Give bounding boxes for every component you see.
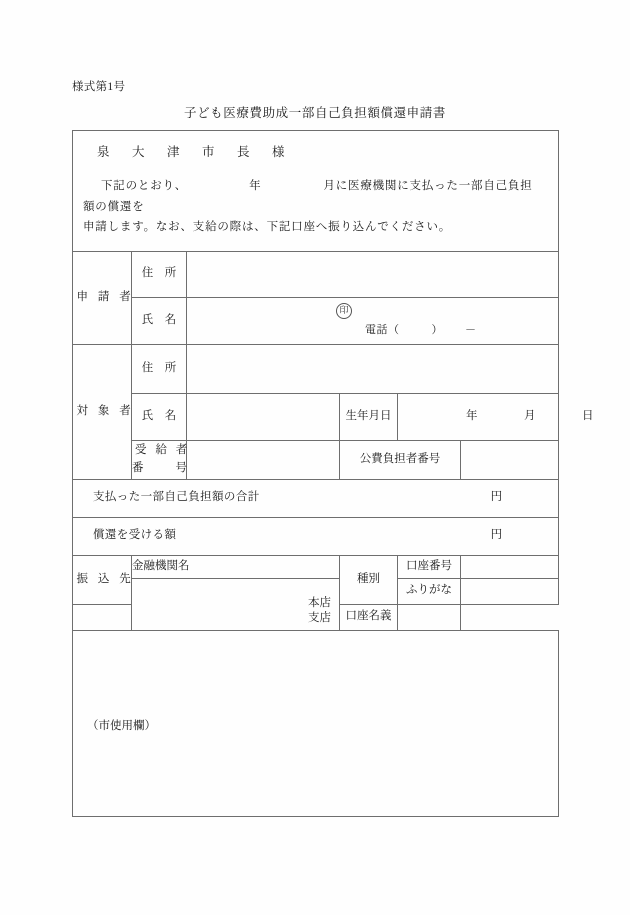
city-use-row <box>73 630 559 816</box>
telephone-field[interactable] <box>365 322 477 339</box>
applicant-section-label: 申 請 者 <box>73 251 132 344</box>
subject-address-row <box>73 344 559 393</box>
branch-sub-label: 支店 <box>308 612 331 625</box>
salutation-text: 泉 大 津 市 長 様 <box>97 145 290 159</box>
applicant-name-cell[interactable] <box>187 297 559 344</box>
intro-line2: 申請します。なお、支給の際は、下記口座へ振り込んでください。 <box>83 220 452 233</box>
public-payer-number-label: 公費負担者番号 <box>340 440 461 479</box>
recipient-number-label-line1: 受 給 者 <box>135 443 191 456</box>
paid-total-unit: 円 <box>490 491 503 504</box>
recipient-number-label <box>132 440 191 479</box>
recipient-number-label-line2: 番 号 <box>132 461 190 474</box>
public-payer-number-input[interactable] <box>461 440 559 479</box>
bank-institution-input[interactable] <box>132 578 340 630</box>
refund-amount-unit: 円 <box>490 529 503 542</box>
subject-name-input[interactable] <box>187 393 340 440</box>
bank-institution-inner <box>132 579 339 629</box>
account-number-input[interactable] <box>461 555 559 578</box>
birth-day-label: 日 <box>582 409 594 422</box>
refund-amount-inner <box>73 518 558 555</box>
bank-section-label: 振 込 先 <box>73 555 132 604</box>
intro-year-label: 年 <box>249 180 262 193</box>
applicant-address-label: 住 所 <box>132 251 187 297</box>
furigana-label: ふりがな <box>398 578 461 604</box>
subject-name-label: 氏 名 <box>132 393 187 440</box>
account-name-input[interactable] <box>398 604 461 630</box>
account-number-label: 口座番号 <box>398 555 461 578</box>
birth-date-label: 生年月日 <box>340 393 398 440</box>
header-row <box>73 131 559 252</box>
paid-total-label: 支払った一部自己負担額の合計 <box>93 491 260 504</box>
birth-date-inner <box>398 408 594 426</box>
header-cell <box>73 131 559 252</box>
subject-name-row <box>73 393 559 440</box>
seal-icon: 印 <box>336 303 352 319</box>
subject-section-label: 対 象 者 <box>73 344 132 479</box>
city-use-label: （市使用欄） <box>87 720 156 733</box>
applicant-address-input[interactable] <box>187 251 559 297</box>
account-name-label: 口座名義 <box>340 604 398 630</box>
refund-amount-cell[interactable] <box>73 517 559 555</box>
intro-paragraph <box>73 162 558 250</box>
refund-amount-label: 償還を受ける額 <box>93 529 177 542</box>
form-number: 様式第1号 <box>72 81 126 93</box>
recipient-number-input[interactable] <box>187 440 340 479</box>
paid-total-row <box>73 479 559 517</box>
furigana-input[interactable] <box>461 578 559 604</box>
telephone-paren-close: ） <box>431 323 443 336</box>
paid-total-cell[interactable] <box>73 479 559 517</box>
birth-month-label: 月 <box>524 409 536 422</box>
applicant-address-row <box>73 251 559 297</box>
birth-date-field[interactable] <box>398 393 594 440</box>
city-use-cell[interactable] <box>73 630 559 816</box>
application-form-table <box>72 130 594 817</box>
paid-total-inner <box>73 480 558 517</box>
branch-main-label: 本店 <box>308 597 331 610</box>
page-title: 子ども医療費助成一部自己負担額償還申請書 <box>183 106 446 120</box>
subject-address-label: 住 所 <box>132 344 187 393</box>
telephone-dash: － <box>465 323 477 336</box>
applicant-name-row <box>73 297 559 344</box>
applicant-name-label: 氏 名 <box>132 297 187 344</box>
branch-type-label <box>308 596 331 626</box>
subject-recipient-row <box>73 440 559 479</box>
applicant-name-inner <box>187 298 558 344</box>
subject-address-input[interactable] <box>187 344 559 393</box>
bank-institution-row <box>73 555 559 578</box>
refund-amount-row <box>73 517 559 555</box>
intro-text-b: 月に医療機関に支払った一部自己負担額の償還を <box>83 180 533 213</box>
bank-institution-label: 金融機関名 <box>132 555 340 578</box>
account-type-label: 種別 <box>340 555 398 604</box>
telephone-label: 電話（ <box>365 323 400 336</box>
bank-branch-furigana-row <box>73 578 559 604</box>
intro-text-a: 下記のとおり、 <box>101 180 188 193</box>
birth-year-label: 年 <box>466 409 478 422</box>
account-type-input[interactable] <box>73 604 132 630</box>
